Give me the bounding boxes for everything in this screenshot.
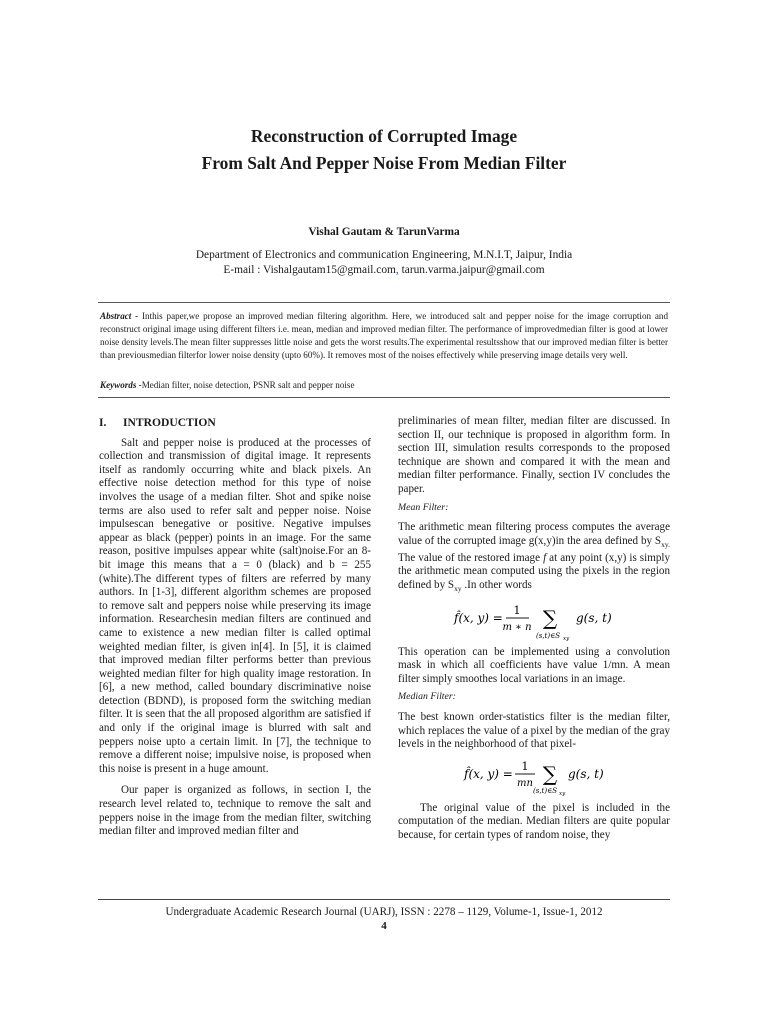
mean-filter-paragraph-2: This operation can be implemented using a convolution mask in which all coefficients have value 1/mn. A mean filter simply smoothes local variations in an image. (398, 645, 670, 685)
eq1-summation: ∑ (542, 605, 558, 630)
left-column (99, 416, 371, 839)
intro-paragraph-1: Salt and pepper noise is produced at the processes of collection and transmission of digital image. It represents itself as randomly occurring white and black pixels. An effective noise detection method for this type of noise involves the usage of a median filter. Shot and spike noise terms are also used to refer salt and pepper noise. Noise impulsescan benegative or positive. Negative impulses appear as black (pepper) points in an image. For the same reason, positive impulses appear white (salt)noise.For an 8-bit image this means that a = 0 (black) and b = 255 (white).The different types of filters are referred by many authors. In [1-3], different algorithm schemes are proposed to remove salt and peppers noise while preserving its image information. Researchesin median filters are continued and came to existence a new median filter is called optimal weighted median filter, is given in[4]. In [5], it is claimed that improved median filter performs better than previous weighted median filter for high quality image restoration. In [6], a new method, called boundary discriminative noise detection (BDND), is proposed form the switching median filter. It is seen that the all proposed algorithm are satisfied if and only if the original image is blurred with salt and peppers noise upto a certain limit. In [7], the technique to remove a different noise; impulsive noise, is proposed when this noise is present in a huge amount. (99, 436, 371, 775)
subheading-mean-filter: Mean Filter: (398, 501, 449, 513)
email-primary: E-mail : Vishalgautam15@gmail.com (223, 263, 396, 276)
eq1-subscript: (s,t)∈S (536, 631, 561, 640)
mean-sub-1: xy. (661, 539, 670, 549)
email-separator: , (395, 263, 399, 276)
footer-rule (98, 899, 670, 900)
footer-journal: Undergraduate Academic Research Journal (UARJ), ISSN : 2278 – 1129, Volume-1, Issue-1, 2012 (165, 906, 603, 918)
email-line (0, 263, 768, 278)
keywords-label: Keywords - (100, 380, 142, 390)
paragraph-gap (99, 776, 371, 784)
equation-mean-filter (398, 600, 670, 640)
section-heading-introduction (99, 416, 371, 430)
email-secondary: tarun.varma.jaipur@gmail.com (398, 263, 545, 276)
intro-paragraph-3: preliminaries of mean filter, median filter are discussed. In section II, our technique is proposed in algorithm form. In section III, simulation results corresponds to the proposed technique are shown and compared it with the mean and median filter performance. Finally, section IV concludes the paper. (398, 415, 670, 495)
affiliation: Department of Electronics and communication Engineering, M.N.I.T, Jaipur, India (195, 249, 573, 261)
median-filter-paragraph-1: The best known order-statistics filter is the median filter, which replaces the value of a pixel by the median of the gray levels in the neighborhood of that pixel- (398, 710, 670, 751)
eq1-lhs: f̂(x, y) = (454, 610, 503, 625)
abstract-label: Abstract - (100, 311, 139, 321)
mean-text-a: The arithmetic mean filtering process computes the average value of the corrupted image g(x,y)in the area defined by S (398, 521, 670, 547)
section-number: I. (99, 416, 107, 429)
eq2-denominator: mn (517, 777, 533, 789)
eq2-lhs: f̂(x, y) = (464, 766, 513, 781)
eq1-denominator: m ∗ n (502, 621, 532, 633)
mean-text-c: at any point (x,y) is simply the arithmetic mean computed using the pixels in the region defined by S (398, 551, 670, 591)
equation-mean-svg (398, 600, 670, 640)
mean-text-b: The value of the restored image (398, 551, 544, 564)
equation-median-filter (398, 756, 670, 796)
page-number: 4 (381, 920, 387, 932)
section-title: INTRODUCTION (123, 416, 216, 429)
title-line-2: From Salt And Pepper Noise From Median Filter (201, 153, 567, 173)
title-line-1: Reconstruction of Corrupted Image (250, 126, 518, 146)
eq2-subsubscript: xy (559, 790, 566, 797)
abstract-text: Inthis paper,we propose an improved median filtering algorithm. Here, we introduced salt and pepper noise for the image corruption and reconstruct original image using different filters i.e. mean, median and improved median filter. The performance of improvedmedian filter is good at lower noise density levels.The mean filter suppresses little noise and gets the worst results.The experimental resultsshow that our improved median filter is better than previousmedian filterfor lower noise density (upto 60%). It removes most of the noises effectively while preserving image details very well. (100, 311, 668, 361)
affiliation-block (0, 248, 768, 277)
mean-sub-2: xy (454, 583, 462, 593)
mean-text-d: .In other words (461, 578, 532, 591)
mean-filter-paragraph-1 (398, 521, 670, 595)
keywords (100, 380, 668, 390)
eq2-rhs: g(s, t) (568, 766, 604, 781)
authors: Vishal Gautam & TarunVarma (308, 226, 460, 238)
eq1-rhs: g(s, t) (576, 610, 612, 625)
mean-f-symbol: f (543, 551, 547, 564)
right-column (398, 415, 670, 843)
eq1-numerator: 1 (513, 603, 521, 617)
eq2-numerator: 1 (521, 759, 529, 773)
paper-title (0, 123, 768, 177)
abstract (100, 310, 668, 362)
abstract-top-rule (98, 302, 670, 303)
keywords-text: Median filter, noise detection, PSNR salt and pepper noise (141, 380, 355, 390)
intro-paragraph-2: Our paper is organized as follows, in section I, the research level related to, technique to remove the salt and peppers noise in the image from the median filter, switching median filter and improved median filter and (99, 784, 371, 838)
eq2-subscript: (s,t)∈S (533, 786, 558, 795)
eq2-summation: ∑ (542, 761, 558, 786)
eq1-subsubscript: xy (563, 635, 570, 642)
median-filter-paragraph-2: The original value of the pixel is included in the computation of the median. Median filters are quite popular because, for certain types of random noise, they (398, 801, 670, 841)
subheading-median-filter: Median Filter: (398, 691, 456, 703)
abstract-bottom-rule (98, 397, 670, 398)
equation-median-svg (398, 756, 670, 796)
